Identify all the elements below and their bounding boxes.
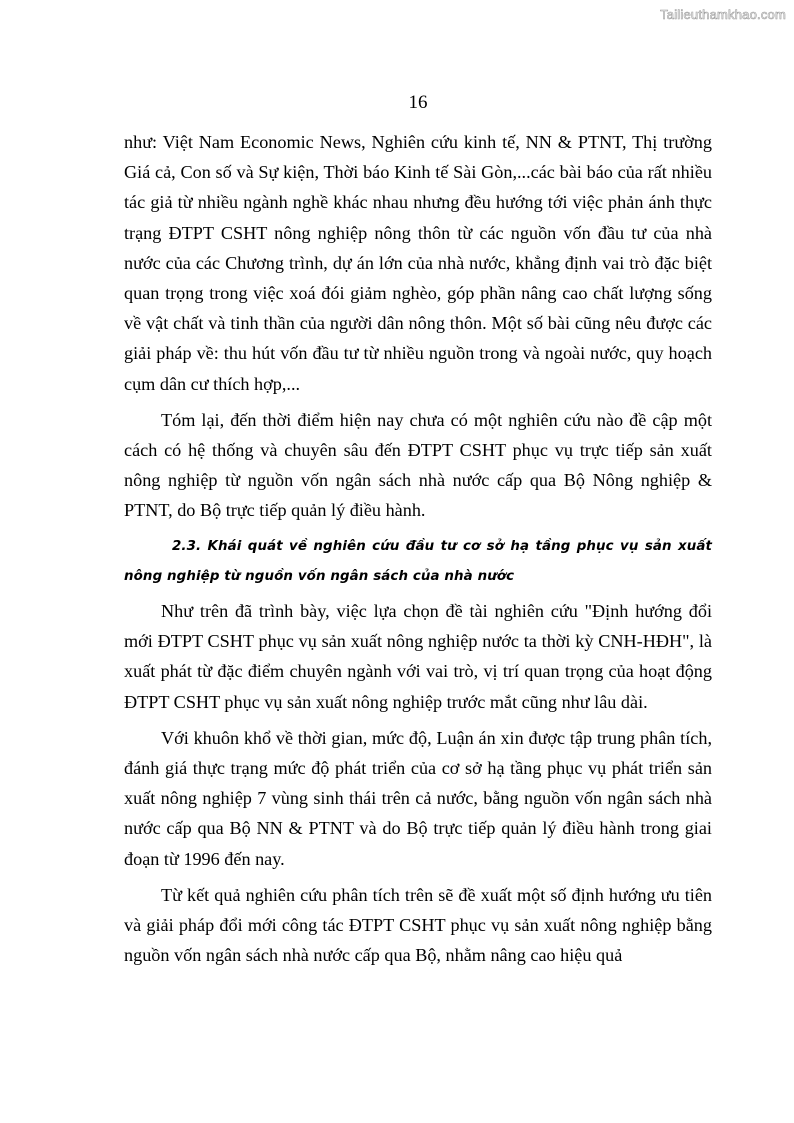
paragraph-4: Với khuôn khổ về thời gian, mức độ, Luận án xin được tập trung phân tích, đánh giá thực trạng mức độ phát triển của cơ sở hạ tầng phục vụ phát triển sản xuất nông nghiệp 7 vùng sinh thái trên cả nước, bằng nguồn vốn ngân sách nhà nước cấp qua Bộ NN & PTNT và do Bộ trực tiếp quản lý điều hành trong giai đoạn từ 1996 đến nay. — [124, 727, 712, 869]
page-number: 16 — [408, 92, 428, 113]
document-body — [124, 127, 712, 976]
section-heading: 2.3. Khái quát về nghiên cứu đầu tư cơ sở hạ tầng phục vụ sản xuất nông nghiệp từ nguồn vốn ngân sách của nhà nước — [124, 538, 712, 584]
paragraph-2: Tóm lại, đến thời điểm hiện nay chưa có một nghiên cứu nào đề cập một cách có hệ thống và chuyên sâu đến ĐTPT CSHT phục vụ trực tiếp sản xuất nông nghiệp từ nguồn vốn ngân sách nhà nước cấp qua Bộ Nông nghiệp & PTNT, do Bộ trực tiếp quản lý điều hành. — [124, 409, 712, 521]
watermark-text: Tailieuthamkhao.com — [660, 7, 786, 22]
paragraph-3: Như trên đã trình bày, việc lựa chọn đề tài nghiên cứu "Định hướng đổi mới ĐTPT CSHT phục vụ sản xuất nông nghiệp nước ta thời kỳ CNH-HĐH", là xuất phát từ đặc điểm chuyên ngành với vai trò, vị trí quan trọng của hoạt động ĐTPT CSHT phục vụ sản xuất nông nghiệp trước mắt cũng như lâu dài. — [124, 601, 712, 712]
paragraph-1: như: Việt Nam Economic News, Nghiên cứu kinh tế, NN & PTNT, Thị trường Giá cả, Con số và Sự kiện, Thời báo Kinh tế Sài Gòn,...các bài báo của rất nhiều tác giả từ nhiều ngành nghề khác nhau nhưng đều hướng tới việc phản ánh thực trạng ĐTPT CSHT nông nghiệp nông thôn từ các nguồn vốn đầu tư của nhà nước của các Chương trình, dự án lớn của nhà nước, khẳng định vai trò đặc biệt quan trọng trong việc xoá đói giảm nghèo, góp phần nâng cao chất lượng sống về vật chất và tinh thần của người dân nông thôn. Một số bài cũng nêu được các giải pháp về: thu hút vốn đầu tư từ nhiều nguồn trong và ngoài nước, quy hoạch cụm dân cư thích hợp,... — [124, 132, 712, 394]
paragraph-5: Từ kết quả nghiên cứu phân tích trên sẽ đề xuất một số định hướng ưu tiên và giải pháp đổi mới công tác ĐTPT CSHT phục vụ sản xuất nông nghiệp bằng nguồn vốn ngân sách nhà nước cấp qua Bộ, nhằm nâng cao hiệu quả — [124, 884, 712, 966]
